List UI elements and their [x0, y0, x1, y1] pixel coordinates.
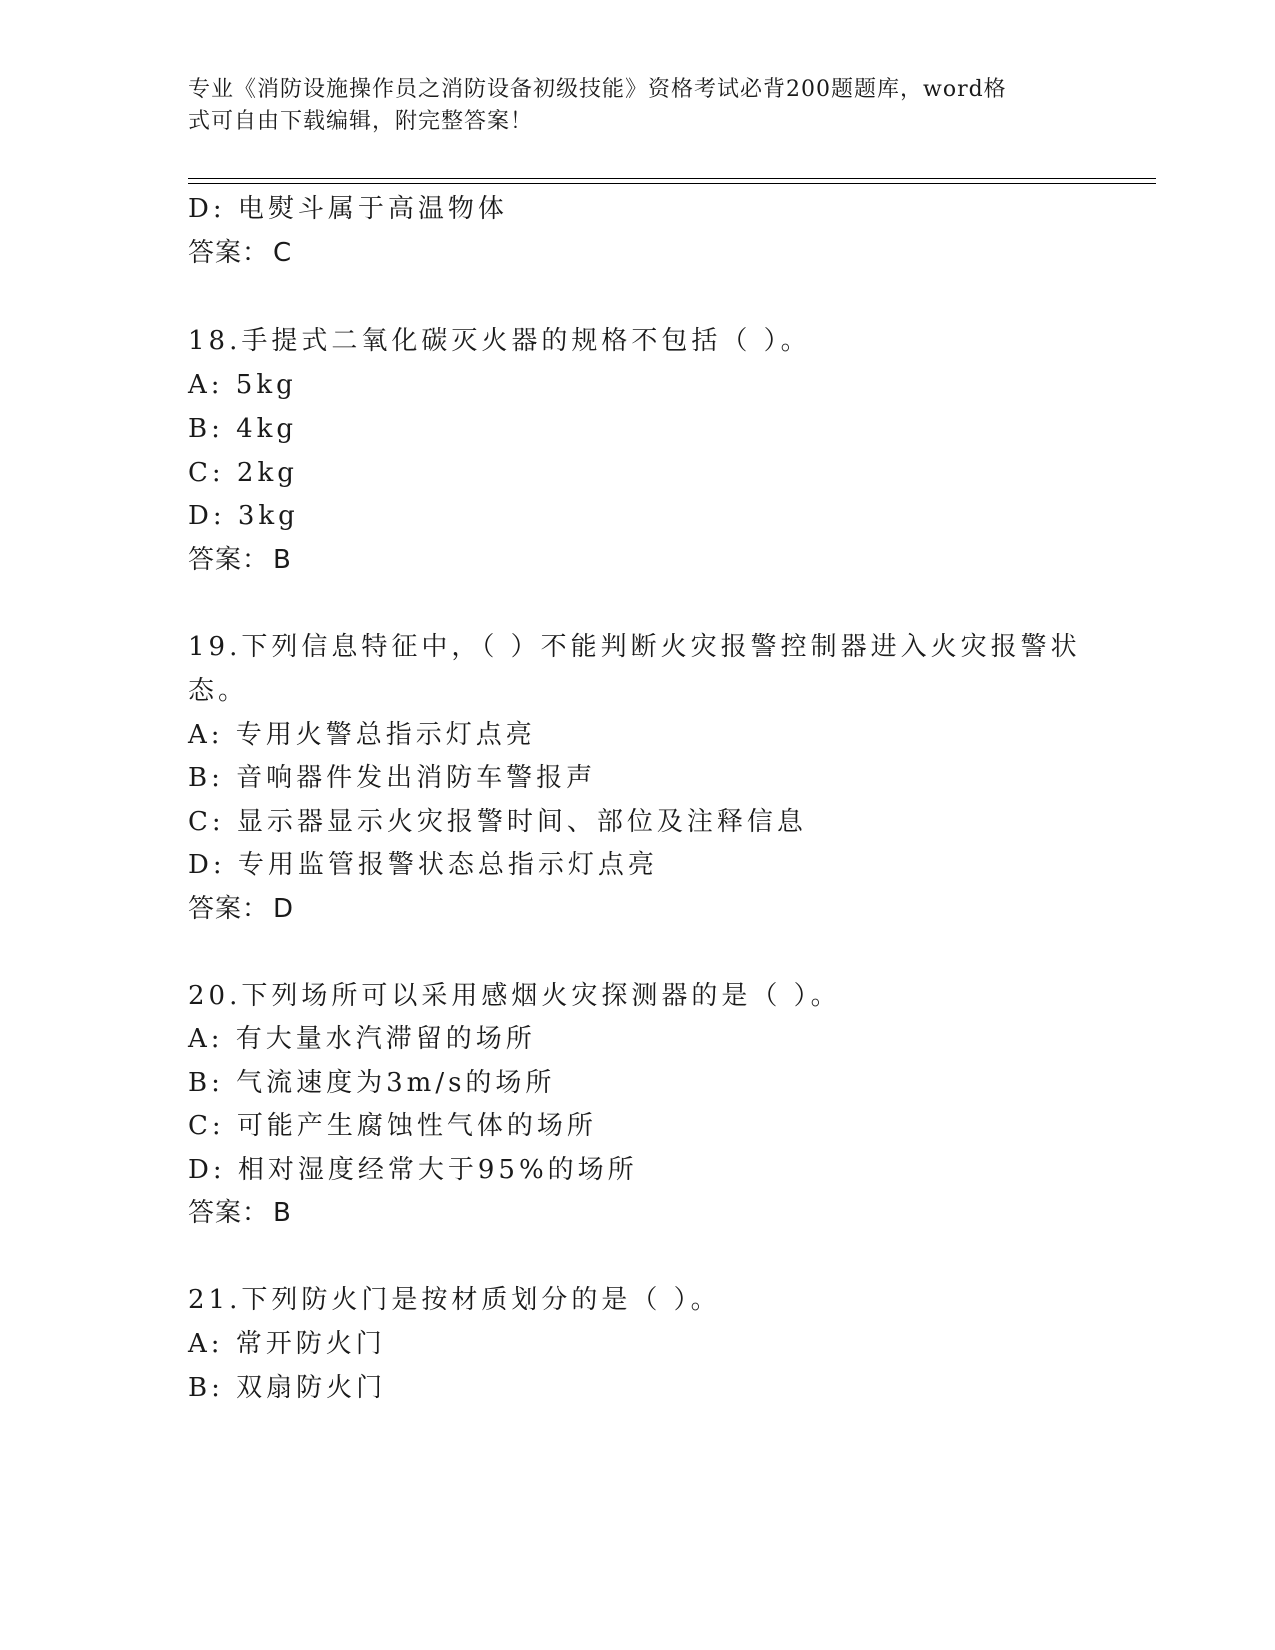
- q21-question: 21.下列防火门是按材质划分的是（ ）。: [188, 1285, 721, 1315]
- q20-question: 20.下列场所可以采用感烟火灾探测器的是（ ）。: [188, 981, 841, 1011]
- q19-option-d: D: 专用监管报警状态总指示灯点亮: [188, 850, 658, 880]
- q19-question-line-1: 19.下列信息特征中，（ ）不能判断火灾报警控制器进入火灾报警状: [188, 632, 1081, 662]
- q19-question-line-2: 态。: [188, 676, 249, 706]
- q20-option-d: D: 相对湿度经常大于95%的场所: [188, 1155, 638, 1185]
- q19-answer: [188, 892, 294, 926]
- prev-answer: [188, 236, 292, 270]
- q20-option-a: A: 有大量水汽滞留的场所: [188, 1024, 536, 1054]
- document-header: [188, 74, 1068, 138]
- q19-option-c: C: 显示器显示火灾报警时间、部位及注释信息: [188, 807, 807, 837]
- q18-question: 18.手提式二氧化碳灭火器的规格不包括（ ）。: [188, 326, 811, 356]
- header-line-1: 专业《消防设施操作员之消防设备初级技能》资格考试必背200题题库，word格: [188, 77, 1007, 102]
- q19-option-b: B: 音响器件发出消防车警报声: [188, 763, 597, 793]
- q20-option-b: B: 气流速度为3m/s的场所: [188, 1068, 556, 1098]
- answer-label: 答案：: [188, 545, 270, 575]
- answer-value: D: [273, 894, 295, 924]
- q18-option-c: C: 2kg: [188, 458, 298, 488]
- header-line-2: 式可自由下载编辑，附完整答案！: [188, 109, 534, 134]
- answer-label: 答案：: [188, 894, 270, 924]
- answer-value: B: [273, 1198, 292, 1228]
- q20-answer: [188, 1196, 292, 1230]
- answer-value: C: [273, 238, 293, 268]
- q21-option-a: A: 常开防火门: [188, 1329, 386, 1359]
- prev-option-d: D: 电熨斗属于高温物体: [188, 194, 508, 224]
- q18-option-d: D: 3kg: [188, 501, 299, 531]
- answer-label: 答案：: [188, 1198, 270, 1228]
- answer-label: 答案：: [188, 238, 270, 268]
- q18-option-b: B: 4kg: [188, 414, 298, 444]
- q21-option-b: B: 双扇防火门: [188, 1373, 387, 1403]
- q19-option-a: A: 专用火警总指示灯点亮: [188, 720, 536, 750]
- answer-value: B: [273, 545, 292, 575]
- q18-option-a: A: 5kg: [188, 370, 297, 400]
- header-divider-bottom: [188, 183, 1156, 184]
- header-divider-top: [188, 178, 1156, 179]
- q18-answer: [188, 543, 292, 577]
- q20-option-c: C: 可能产生腐蚀性气体的场所: [188, 1111, 597, 1141]
